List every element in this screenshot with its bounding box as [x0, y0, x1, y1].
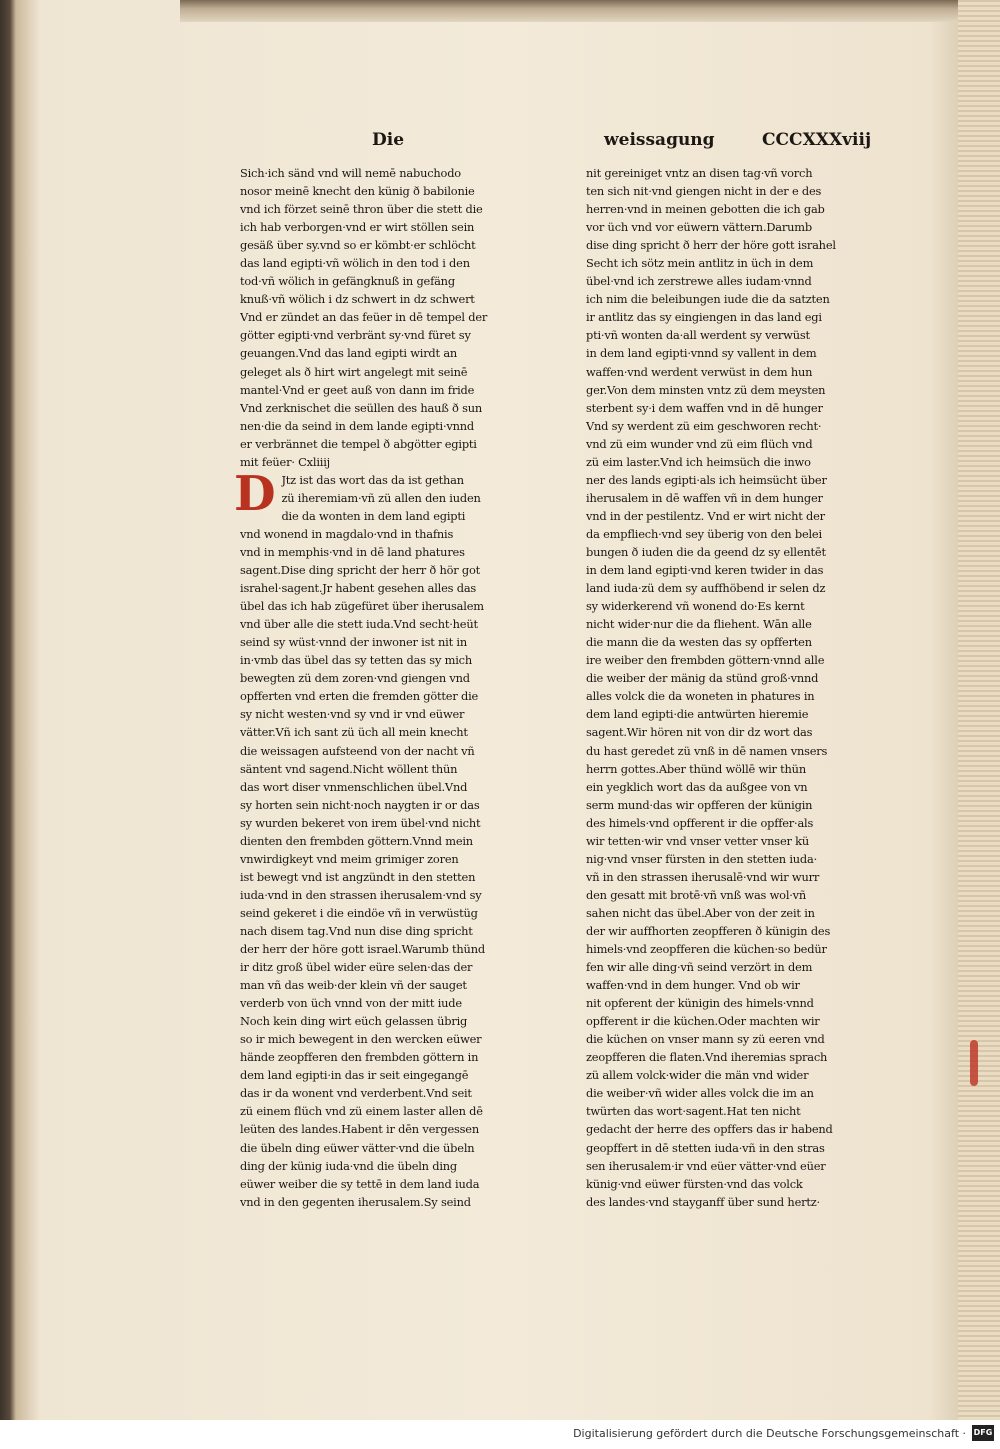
- text-line: himels·vnd zeopfferen die küchen·so bedür: [586, 942, 827, 957]
- text-line: waffen·vnd werdent verwüst in dem hun: [586, 364, 813, 379]
- text-line: das land egipti·vñ wölich in den tod i den: [240, 256, 470, 271]
- right-column: [586, 164, 886, 1211]
- text-line: Jtz ist das wort das da ist gethan: [281, 472, 464, 487]
- text-line: nach disem tag.Vnd nun dise ding spricht: [240, 923, 473, 938]
- text-line: ner des lands egipti·als ich heimsücht über: [586, 472, 827, 487]
- text-line: die übeln ding eüwer vätter·vnd die übeln: [240, 1140, 475, 1155]
- text-line: da empfliech·vnd sey überig von den belei: [586, 526, 822, 541]
- text-line: bungen ð iuden die da geend dz sy ellentēt: [586, 544, 826, 559]
- text-line: seind sy wüst·vnnd der inwoner ist nit in: [240, 635, 467, 650]
- text-line: ich nim die beleibungen iude die da satzten: [586, 292, 830, 307]
- text-line: die weiber der mänig da stünd groß·vnnd: [586, 671, 819, 686]
- text-line: bewegten zü dem zoren·vnd giengen vnd: [240, 671, 470, 686]
- header-left: Die: [372, 130, 405, 150]
- text-line: die da wonten in dem land egipti: [281, 508, 466, 523]
- text-line: sahen nicht das übel.Aber von der zeit in: [586, 905, 815, 920]
- text-line: alles volck die da woneten in phatures in: [586, 689, 815, 704]
- text-line: die küchen on vnser mann sy zü eeren vnd: [586, 1032, 825, 1047]
- text-line: sy wurden bekeret von irem übel·vnd nicht: [240, 815, 481, 830]
- text-line: vnd zü eim wunder vnd zü eim flüch vnd: [586, 436, 813, 451]
- text-line: zeopfferen die flaten.Vnd iheremias sprach: [586, 1050, 828, 1065]
- text-line: der herr der höre gott israel.Warumb thünd: [240, 942, 485, 957]
- text-line: ten sich nit·vnd giengen nicht in der e des: [586, 184, 822, 199]
- text-line: vnwirdigkeyt vnd meim grimiger zoren: [240, 851, 459, 866]
- text-line: nig·vnd vnser fürsten in den stetten iuda·: [586, 851, 818, 866]
- text-line: nicht wider·nur die da fliehent. Wān alle: [586, 617, 812, 632]
- text-line: die weiber·vñ wider alles volck die im an: [586, 1086, 814, 1101]
- text-line: zü einem flüch vnd zü einem laster allen dē: [240, 1104, 483, 1119]
- text-line: dise ding spricht ð herr der höre gott israhel: [586, 238, 836, 253]
- text-line: leüten des landes.Habent ir dēn vergessen: [240, 1122, 479, 1137]
- text-line: gedacht der herre des opffers das ir habend: [586, 1122, 833, 1137]
- text-line: iherusalem in dē waffen vñ in dem hunger: [586, 490, 823, 505]
- text-line: sen iherusalem·ir vnd eüer vätter·vnd eüer: [586, 1158, 826, 1173]
- initial-paragraph: [234, 465, 540, 1211]
- text-line: tod·vñ wölich in gefängknuß in gefäng: [240, 274, 455, 289]
- text-line: ist bewegt vnd ist angzündt in den stetten: [240, 869, 476, 884]
- text-line: du hast geredet zü vnß in dē namen vnsers: [586, 743, 828, 758]
- text-line: vnd über alle die stett iuda.Vnd secht·heüt: [240, 617, 478, 632]
- text-line: waffen·vnd in dem hunger. Vnd ob wir: [586, 978, 800, 993]
- text-line: knuß·vñ wölich i dz schwert in dz schwert: [240, 292, 475, 307]
- text-line: twürten das wort·sagent.Hat ten nicht: [586, 1104, 801, 1119]
- text-line: die mann die da westen das sy opfferten: [586, 635, 812, 650]
- text-line: vñ in den strassen iherusalē·vnd wir wurr: [586, 869, 820, 884]
- running-header: [0, 130, 1000, 160]
- text-line: vor üch vnd vor eüwern vättern.Darumb: [586, 220, 812, 235]
- text-line: er verbrännet die tempel ð abgötter egipti: [240, 436, 477, 451]
- text-line: sagent.Wir hören nit von dir dz wort das: [586, 725, 813, 740]
- text-line: herrn gottes.Aber thünd wöllē wir thün: [586, 761, 806, 776]
- text-line: das ir da wonent vnd verderbent.Vnd seit: [240, 1086, 472, 1101]
- text-line: ich hab verborgen·vnd er wirt stöllen sein: [240, 220, 475, 235]
- right-page-edges: [958, 0, 1000, 1420]
- text-line: geuangen.Vnd das land egipti wirdt an: [240, 346, 458, 361]
- text-line: herren·vnd in meinen gebotten die ich gab: [586, 202, 825, 217]
- text-line: eüwer weiber die sy tettē in dem land iuda: [240, 1176, 480, 1191]
- text-line: vnd wonend in magdalo·vnd in thafnis: [240, 526, 454, 541]
- text-line: Vnd sy werdent zü eim geschworen recht·: [586, 418, 822, 433]
- text-line: dienten den frembden göttern.Vnnd mein: [240, 833, 473, 848]
- rubricated-initial: D: [234, 465, 276, 522]
- text-line: nit opferent der künigin des himels·vnnd: [586, 996, 814, 1011]
- text-line: verderb von üch vnnd von der mitt iude: [240, 996, 462, 1011]
- text-line: hände zeopfferen den frembden göttern in: [240, 1050, 479, 1065]
- text-line: säntent vnd sagend.Nicht wöllent thün: [240, 761, 458, 776]
- text-line: Vnd zerknischet die seüllen des hauß ð sun: [240, 400, 483, 415]
- text-line: den gesatt mit brotē·vñ vnß was wol·vñ: [586, 887, 807, 902]
- text-line: in dem land egipti·vnnd sy vallent in dem: [586, 346, 817, 361]
- text-line: übel das ich hab zügefüret über iherusalem: [240, 599, 484, 614]
- text-line: übel·vnd ich zerstrewe alles iudam·vnnd: [586, 274, 812, 289]
- text-line: in·vmb das übel das sy tetten das sy mich: [240, 653, 472, 668]
- text-line: mantel·Vnd er geet auß von dann im fride: [240, 382, 475, 397]
- text-line: opfferent ir die küchen.Oder machten wir: [586, 1014, 820, 1029]
- text-line: zü allem volck·wider die män vnd wider: [586, 1068, 809, 1083]
- text-line: der wir auffhorten zeopfferen ð künigin des: [586, 923, 831, 938]
- text-line: vnd ich förzet seinē thron über die stett die: [240, 202, 483, 217]
- text-line: nit gereiniget vntz an disen tag·vñ vorch: [586, 166, 813, 180]
- top-page-edge: [180, 0, 970, 22]
- text-line: in dem land egipti·vnd keren twider in das: [586, 563, 824, 578]
- text-line: geopffert in dē stetten iuda·vñ in den stras: [586, 1140, 825, 1155]
- text-line: man vñ das weib·der klein vñ der sauget: [240, 978, 467, 993]
- text-line: ire weiber den frembden göttern·vnnd alle: [586, 653, 825, 668]
- text-line: sy widerkerend vñ wonend do·Es kernt: [586, 599, 805, 614]
- text-line: Secht ich sötz mein antlitz in üch in dem: [586, 256, 814, 271]
- text-line: wir tetten·wir vnd vnser vetter vnser kü: [586, 833, 809, 848]
- text-line: zü iheremiam·vñ zü allen den iuden: [281, 490, 481, 505]
- text-line: Vnd er zündet an das feüer in dē tempel der: [240, 310, 488, 325]
- text-line: sagent.Dise ding spricht der herr ð hör got: [240, 563, 481, 578]
- text-line: Sich·ich sänd vnd will nemē nabuchodo: [240, 166, 461, 180]
- text-line: künig·vnd eüwer fürsten·vnd das volck: [586, 1176, 803, 1191]
- dfg-logo: DFG: [972, 1425, 994, 1441]
- text-line: vnd in den gegenten iherusalem.Sy seind: [240, 1194, 471, 1209]
- text-line: israhel·sagent.Jr habent gesehen alles das: [240, 581, 477, 596]
- header-middle: weissagung: [604, 130, 715, 150]
- text-line: gesäß über sy.vnd so er kömbt·er schlöcht: [240, 238, 476, 253]
- red-margin-mark: [970, 1040, 978, 1086]
- text-line: land iuda·zü dem sy auffhöbend ir selen dz: [586, 581, 826, 596]
- text-line: vnd in memphis·vnd in dē land phatures: [240, 544, 465, 559]
- text-line: dem land egipti·die antwürten hieremie: [586, 707, 809, 722]
- text-line: sy nicht westen·vnd sy vnd ir vnd eüwer: [240, 707, 465, 722]
- text-line: des landes·vnd stayganff über sund hertz·: [586, 1194, 820, 1209]
- text-line: vätter.Vñ ich sant zü üch all mein knecht: [240, 725, 468, 740]
- text-line: des himels·vnd opfferent ir die opffer·als: [586, 815, 814, 830]
- text-line: Noch kein ding wirt eüch gelassen übrig: [240, 1014, 468, 1029]
- text-line: nen·die da seind in dem lande egipti·vnnd: [240, 418, 474, 433]
- text-line: sterbent sy·i dem waffen vnd in dē hunger: [586, 400, 823, 415]
- footer-credit: Digitalisierung gefördert durch die Deutsche Forschungsgemeinschaft ·: [573, 1427, 966, 1440]
- text-line: das wort diser vnmenschlichen übel.Vnd: [240, 779, 468, 794]
- text-line: sy horten sein nicht·noch naygten ir or das: [240, 797, 480, 812]
- text-line: zü eim laster.Vnd ich heimsüch die inwo: [586, 454, 811, 469]
- text-line: iuda·vnd in den strassen iherusalem·vnd sy: [240, 887, 482, 902]
- text-line: pti·vñ wonten da·all werdent sy verwüst: [586, 328, 810, 343]
- text-line: geleget als ð hirt wirt angelegt mit seinē: [240, 364, 468, 379]
- text-line: fen wir alle ding·vñ seind verzört in dem: [586, 960, 813, 975]
- text-line: vnd in der pestilentz. Vnd er wirt nicht der: [586, 508, 825, 523]
- folio-number: CCCXXXviij: [762, 130, 872, 150]
- left-column: [234, 164, 540, 1211]
- text-line: ir antlitz das sy eingiengen in das land egi: [586, 310, 822, 325]
- text-line: ein yegklich wort das da außgee von vn: [586, 779, 808, 794]
- text-line: seind gekeret i die eindöe vñ in verwüstüg: [240, 905, 478, 920]
- text-line: ding der künig iuda·vnd die übeln ding: [240, 1158, 458, 1173]
- text-line: dem land egipti·in das ir seit eingegangē: [240, 1068, 469, 1083]
- text-line: serm mund·das wir opfferen der künigin: [586, 797, 813, 812]
- text-line: ir ditz groß übel wider eüre selen·das der: [240, 960, 473, 975]
- text-line: mit feüer· Cxliiij: [240, 454, 331, 469]
- text-line: die weissagen aufsteend von der nacht vñ: [240, 743, 475, 758]
- text-line: so ir mich bewegent in den wercken eüwer: [240, 1032, 482, 1047]
- text-line: götter egipti·vnd verbränt sy·vnd füret sy: [240, 328, 471, 343]
- text-line: ger.Von dem minsten vntz zü dem meysten: [586, 382, 826, 397]
- text-line: nosor meinē knecht den künig ð babilonie: [240, 184, 475, 199]
- text-line: opfferten vnd erten die fremden götter die: [240, 689, 479, 704]
